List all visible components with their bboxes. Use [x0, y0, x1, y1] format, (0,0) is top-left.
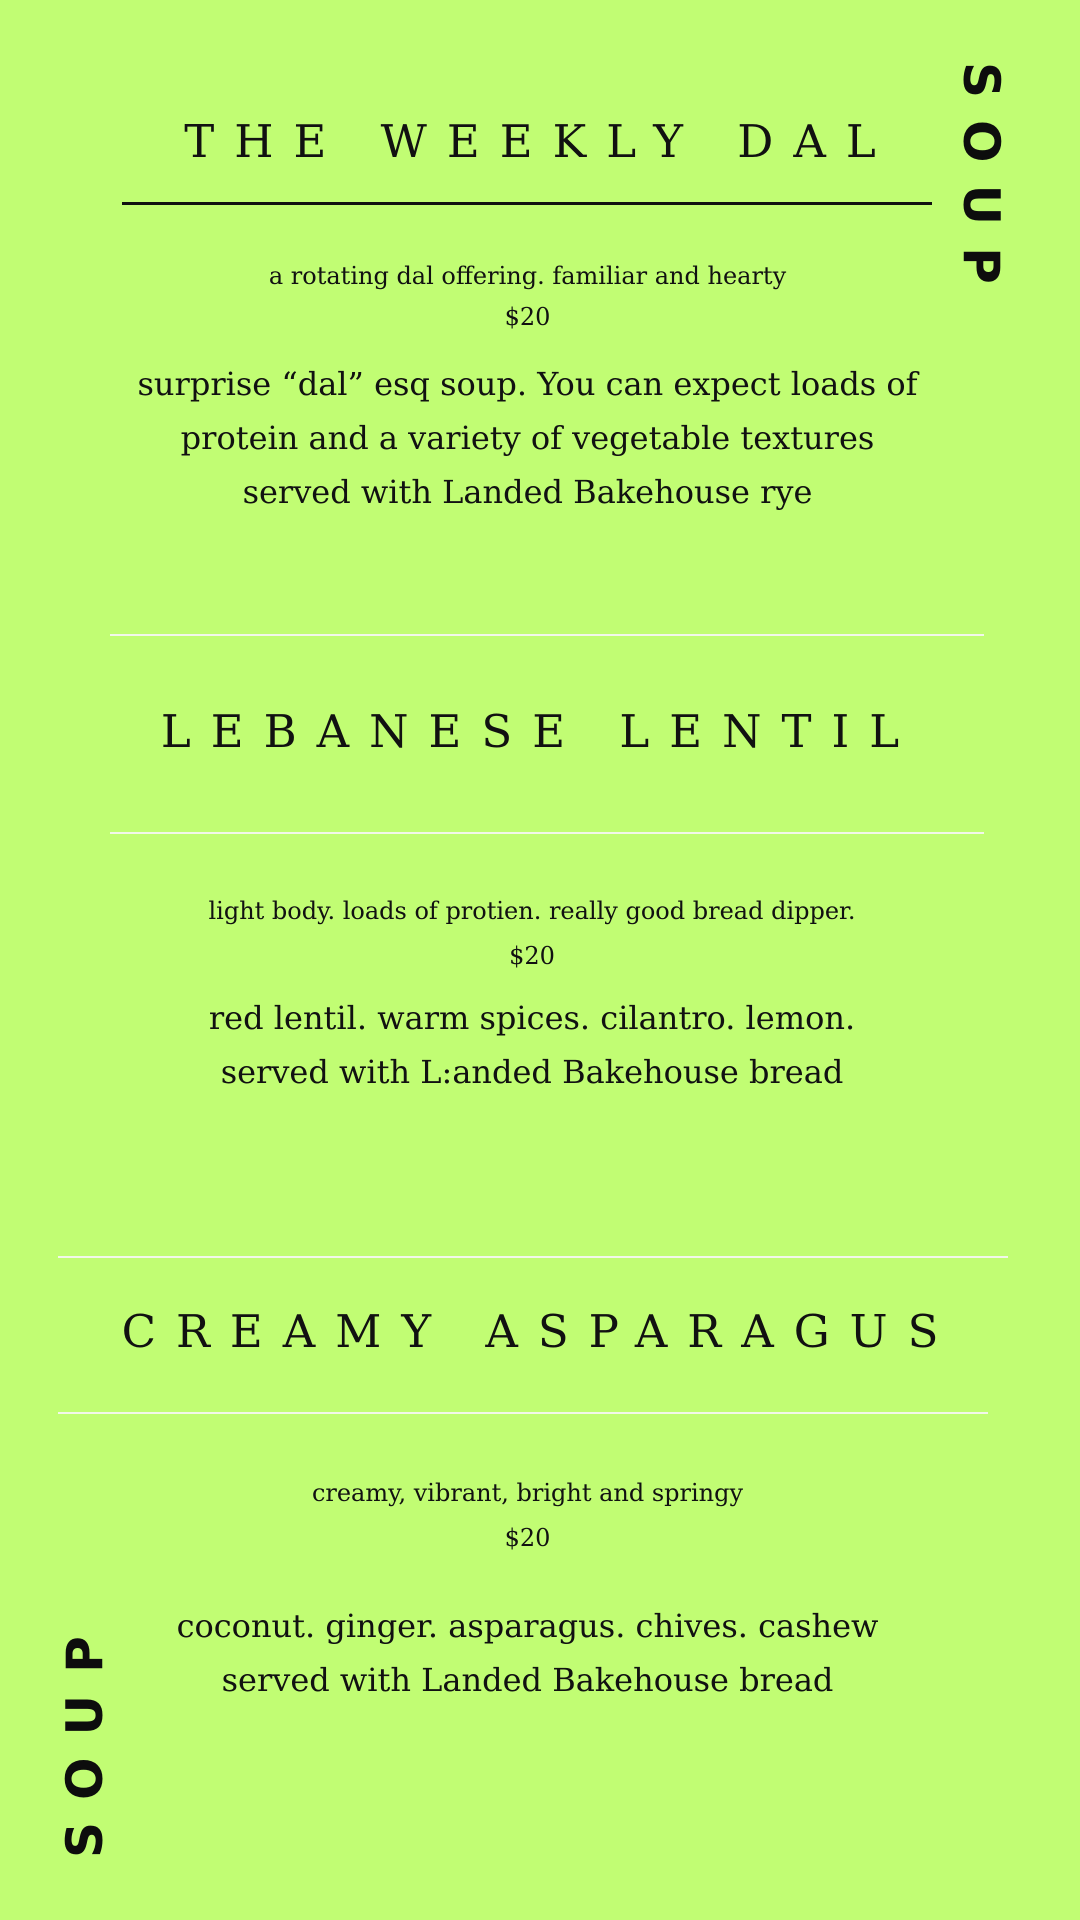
description-line: surprise “dal” esq soup. You can expect loads of: [137, 365, 918, 403]
item-blurb: light body. loads of protien. really good bread dipper.: [208, 897, 856, 925]
section-divider: [58, 1412, 988, 1414]
item-blurb: a rotating dal offering. familiar and hearty: [268, 262, 787, 290]
section-divider: [110, 634, 984, 636]
side-label-top: SOUP: [952, 62, 1010, 306]
item-description: [35, 1599, 1020, 1707]
description-line: served with Landed Bakehouse bread: [221, 1661, 834, 1699]
item-title-creamy-asparagus: CREAMY ASPARAGUS: [121, 1305, 959, 1358]
section-divider: [58, 1256, 1008, 1258]
description-line: served with L:anded Bakehouse bread: [220, 1053, 844, 1091]
item-title-lebanese-lentil: LEBANESE LENTIL: [160, 705, 920, 758]
side-label-bottom: SOUP: [56, 1614, 114, 1858]
title-underline: [122, 202, 932, 205]
description-line: protein and a variety of vegetable textures: [180, 419, 875, 457]
item-description: [42, 991, 1022, 1099]
item-price: $20: [504, 303, 551, 331]
item-title-weekly-dal: THE WEEKLY DAL: [184, 115, 896, 168]
section-divider: [110, 832, 984, 834]
description-line: coconut. ginger. asparagus. chives. cashew: [176, 1607, 879, 1645]
item-price: $20: [504, 1524, 551, 1552]
item-blurb: creamy, vibrant, bright and springy: [311, 1479, 744, 1507]
item-description: [35, 357, 1020, 519]
description-line: red lentil. warm spices. cilantro. lemon.: [208, 999, 856, 1037]
description-line: served with Landed Bakehouse rye: [242, 473, 813, 511]
item-price: $20: [509, 942, 555, 970]
